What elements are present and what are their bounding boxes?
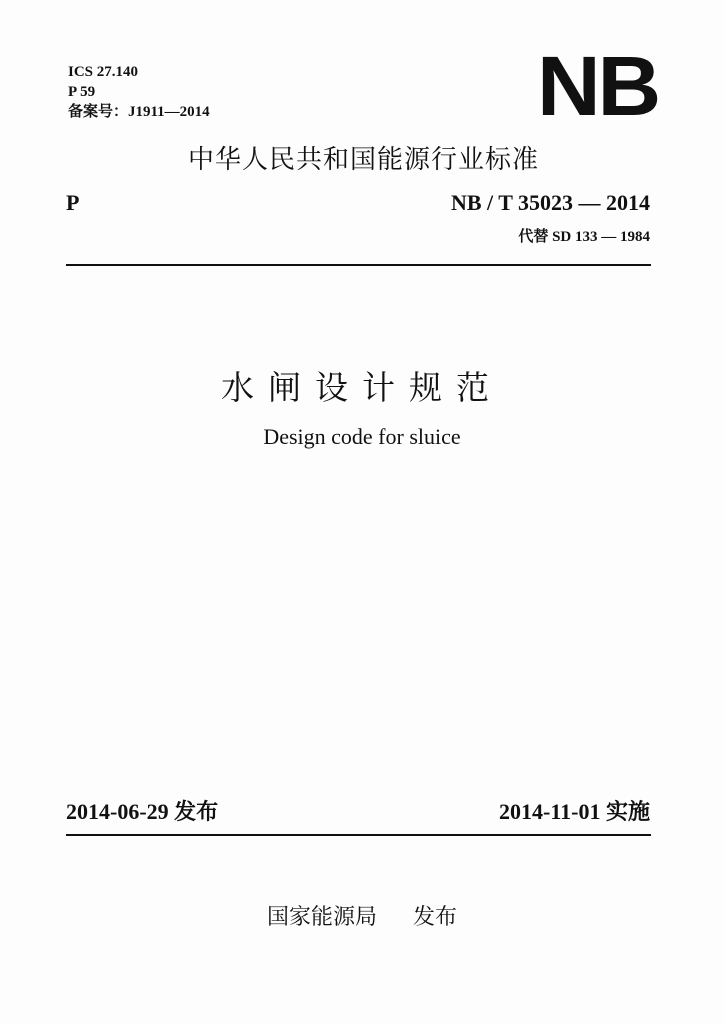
ics-number: ICS 27.140: [68, 64, 139, 80]
cover-metadata: [68, 62, 210, 122]
publisher-action: 发布: [413, 905, 458, 930]
implementation-date: 2014-11-01 实施: [499, 799, 650, 824]
ccs-number: P 59: [68, 84, 96, 100]
filing-number: 备案号：J1911—2014: [68, 104, 210, 120]
document-title-chinese: 水闸设计规范: [221, 368, 503, 407]
replaces-standard: 代替 SD 133 — 1984: [518, 229, 650, 245]
top-divider: [66, 264, 651, 266]
standard-type-title: 中华人民共和国能源行业标准: [188, 145, 540, 175]
issue-date: 2014-06-29 发布: [66, 799, 219, 824]
bottom-divider: [66, 834, 651, 836]
publisher-line: [0, 900, 724, 931]
publisher-name: 国家能源局: [266, 905, 377, 930]
standard-code: NB / T 35023 — 2014: [450, 190, 650, 215]
nb-logo: NB: [537, 39, 659, 133]
classification-letter: P: [66, 190, 80, 215]
document-title-english: Design code for sluice: [263, 424, 461, 449]
